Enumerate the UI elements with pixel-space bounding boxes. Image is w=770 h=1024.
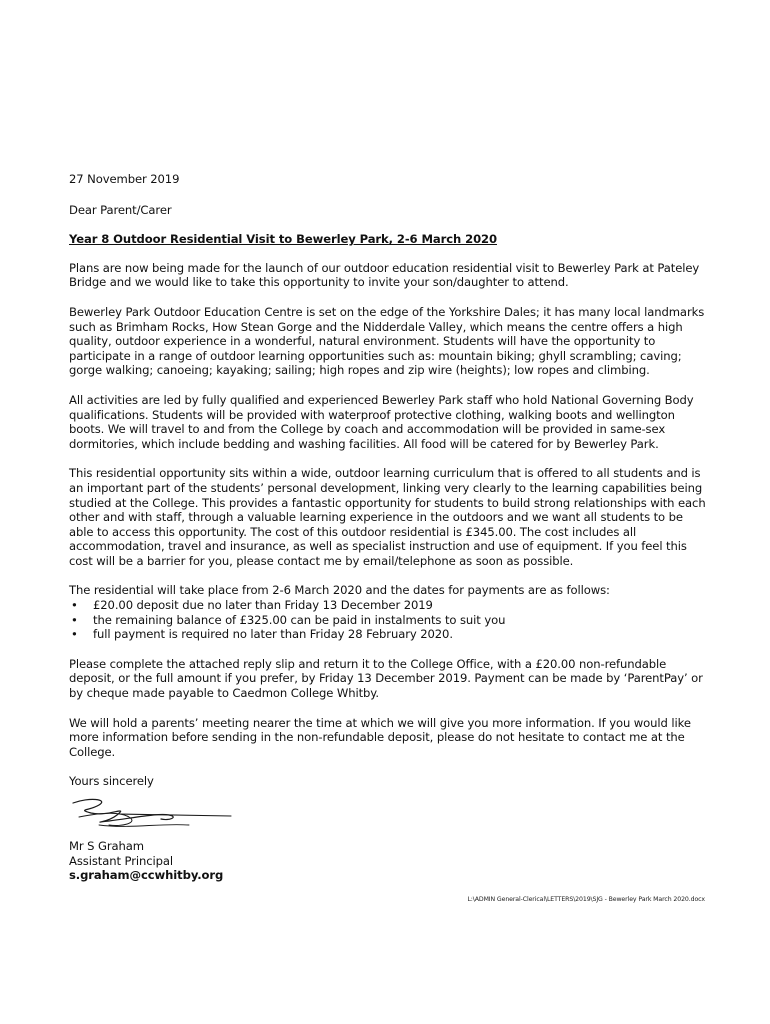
paragraph-intro: Plans are now being made for the launch of our outdoor education residential visit to Bewerley Park at Pateley Bridge and we would like to take this opportunity to invite your son/daughter to attend. <box>69 260 700 290</box>
letter-date: 27 November 2019 <box>69 172 180 186</box>
payment-list-item: • £20.00 deposit due no later than Friday 13 December 2019 <box>69 598 709 613</box>
letter-subject: Year 8 Outdoor Residential Visit to Bewerley Park, 2-6 March 2020 <box>69 232 497 247</box>
signatory-title: Assistant Principal <box>69 853 174 868</box>
signatory-email: s.graham@ccwhitby.org <box>69 868 224 883</box>
paragraph-activities: All activities are led by fully qualified and experienced Bewerley Park staff who hold National Governing Body qualifications. Students will be provided with waterproof protective clothing, walking boots and wellington boots. We will travel to and from the College by coach and accommodation will be provided in same-sex dormitories, which include bedding and washing facilities. All food will be catered for by Bewerley Park. <box>69 392 694 451</box>
payment-list <box>69 598 709 642</box>
signatory-name: Mr S Graham <box>69 839 145 853</box>
letter-body <box>69 172 709 883</box>
payment-list-item: • full payment is required no later than Friday 28 February 2020. <box>69 627 709 642</box>
paragraph-dates: The residential will take place from 2-6 March 2020 and the dates for payments are as follows: <box>69 583 610 598</box>
closing: Yours sincerely <box>69 774 154 789</box>
signature-image <box>69 795 239 835</box>
paragraph-reply-slip: Please complete the attached reply slip and return it to the College Office, with a £20.00 non-refundable deposit, or the full amount if you prefer, by Friday 13 December 2019. Payment can be made by ‘ParentPay’ or by cheque made payable to Caedmon College Whitby. <box>69 656 703 701</box>
paragraph-centre: Bewerley Park Outdoor Education Centre is set on the edge of the Yorkshire Dales; it has many local landmarks such as Brimham Rocks, How Stean Gorge and the Nidderdale Valley, which means the centre offers a high quality, outdoor experience in a wonderful, natural environment. Students will have the opportunity to participate in a range of outdoor learning opportunities such as: mountain biking; ghyll scrambling; caving; gorge walking; canoeing; kayaking; sailing; high ropes and zip wire (heights); low ropes and climbing. <box>69 304 705 378</box>
file-path-footer: L:\ADMIN General-Clerical\LETTERS\2019\SJG - Bewerley Park March 2020.docx <box>467 896 705 903</box>
paragraph-cost: This residential opportunity sits within a wide, outdoor learning curriculum that is offered to all students and is an important part of the students’ personal development, linking very clearly to the learning capabilities being studied at the College. This provides a fantastic opportunity for students to build strong relationships with each other and with staff, through a valuable learning experience in the outdoors and we want all students to be able to access this opportunity. The cost of this outdoor residential is £345.00. The cost includes all accommodation, travel and insurance, as well as specialist instruction and use of equipment. If you feel this cost will be a barrier for you, please contact me by email/telephone as soon as possible. <box>69 466 706 568</box>
salutation: Dear Parent/Carer <box>69 202 172 217</box>
paragraph-meeting: We will hold a parents’ meeting nearer the time at which we will give you more information. If you would like more information before sending in the non-refundable deposit, please do not hesitate to contact me at the College. <box>69 715 691 759</box>
payment-list-item: • the remaining balance of £325.00 can be paid in instalments to suit you <box>69 613 709 628</box>
